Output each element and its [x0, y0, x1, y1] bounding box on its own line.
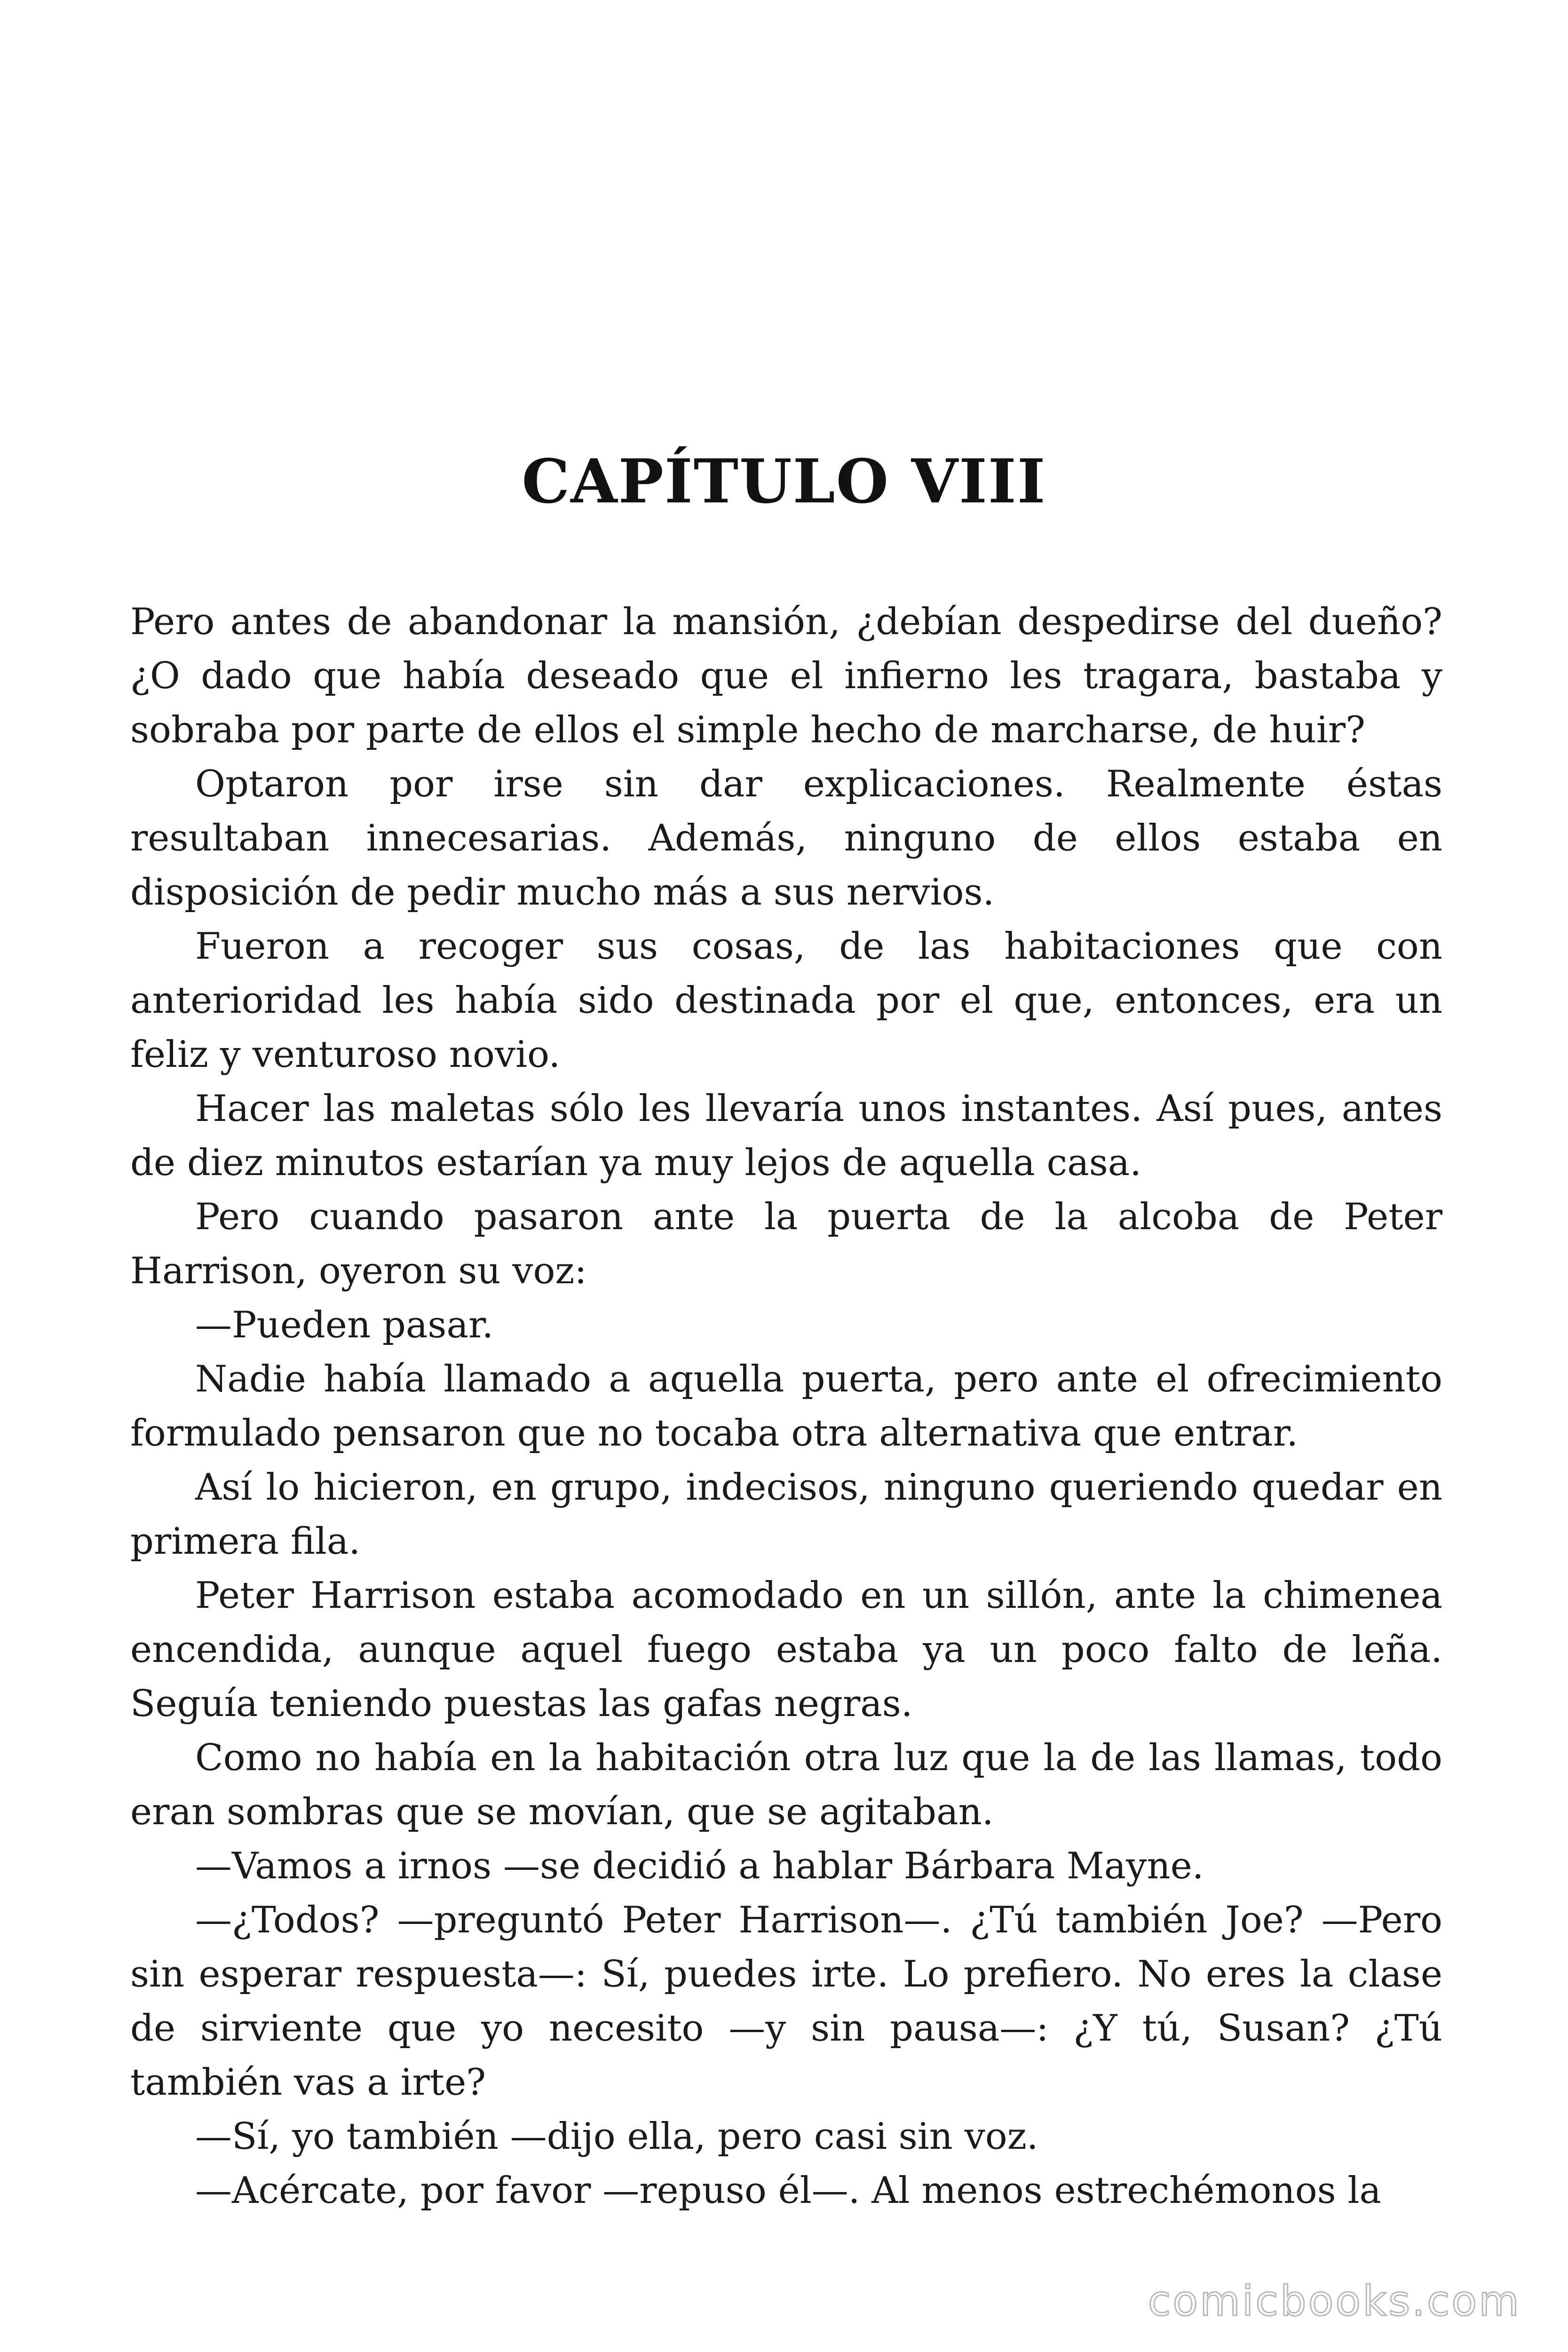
dialogue-line: —¿Todos? —preguntó Peter Harrison—. ¿Tú también Joe? —Pero sin esperar respuesta—: Sí, puedes irte. Lo prefiero. No eres la clase de sirviente que yo necesito —y sin pausa—: ¿Y tú, Susan? ¿Tú también vas a irte?	[130, 1899, 1442, 2104]
dialogue-line: —Pueden pasar.	[195, 1304, 494, 1346]
dialogue-line: —Sí, yo también —dijo ella, pero casi sin voz.	[195, 2115, 1038, 2158]
paragraph: Como no había en la habitación otra luz que la de las llamas, todo eran sombras que se movían, que se agitaban.	[130, 1737, 1442, 1833]
paragraph: Así lo hicieron, en grupo, indecisos, ninguno queriendo quedar en primera fila.	[130, 1466, 1442, 1563]
watermark-logo: comicbooks.com	[1148, 2277, 1521, 2325]
paragraph: Optaron por irse sin dar explicaciones. Realmente éstas resultaban innecesarias. Además, ninguno de ellos estaba en disposición de pedir mucho más a sus nervios.	[130, 763, 1442, 914]
paragraph: Nadie había llamado a aquella puerta, pero ante el ofrecimiento formulado pensaron que no tocaba otra alternativa que entrar.	[130, 1358, 1442, 1454]
dialogue-line: —Acércate, por favor —repuso él—. Al menos estrechémonos la	[195, 2169, 1381, 2212]
paragraph: Fueron a recoger sus cosas, de las habitaciones que con anterioridad les había sido destinada por el que, entonces, era un feliz y venturoso novio.	[130, 925, 1442, 1076]
paragraph: Pero antes de abandonar la mansión, ¿debían despedirse del dueño? ¿O dado que había deseado que el infierno les tragara, bastaba y sobraba por parte de ellos el simple hecho de marcharse, de huir?	[130, 601, 1442, 751]
paragraph: Hacer las maletas sólo les llevaría unos instantes. Así pues, antes de diez minutos estarían ya muy lejos de aquella casa.	[130, 1088, 1442, 1184]
chapter-title: CAPÍTULO VIII	[522, 446, 1046, 517]
dialogue-line: —Vamos a irnos —se decidió a hablar Bárbara Mayne.	[195, 1845, 1204, 1887]
paragraph: Peter Harrison estaba acomodado en un sillón, ante la chimenea encendida, aunque aquel fuego estaba ya un poco falto de leña. Seguía teniendo puestas las gafas negras.	[130, 1574, 1442, 1725]
chapter-body	[130, 595, 1442, 2218]
paragraph: Pero cuando pasaron ante la puerta de la alcoba de Peter Harrison, oyeron su voz:	[130, 1196, 1442, 1292]
